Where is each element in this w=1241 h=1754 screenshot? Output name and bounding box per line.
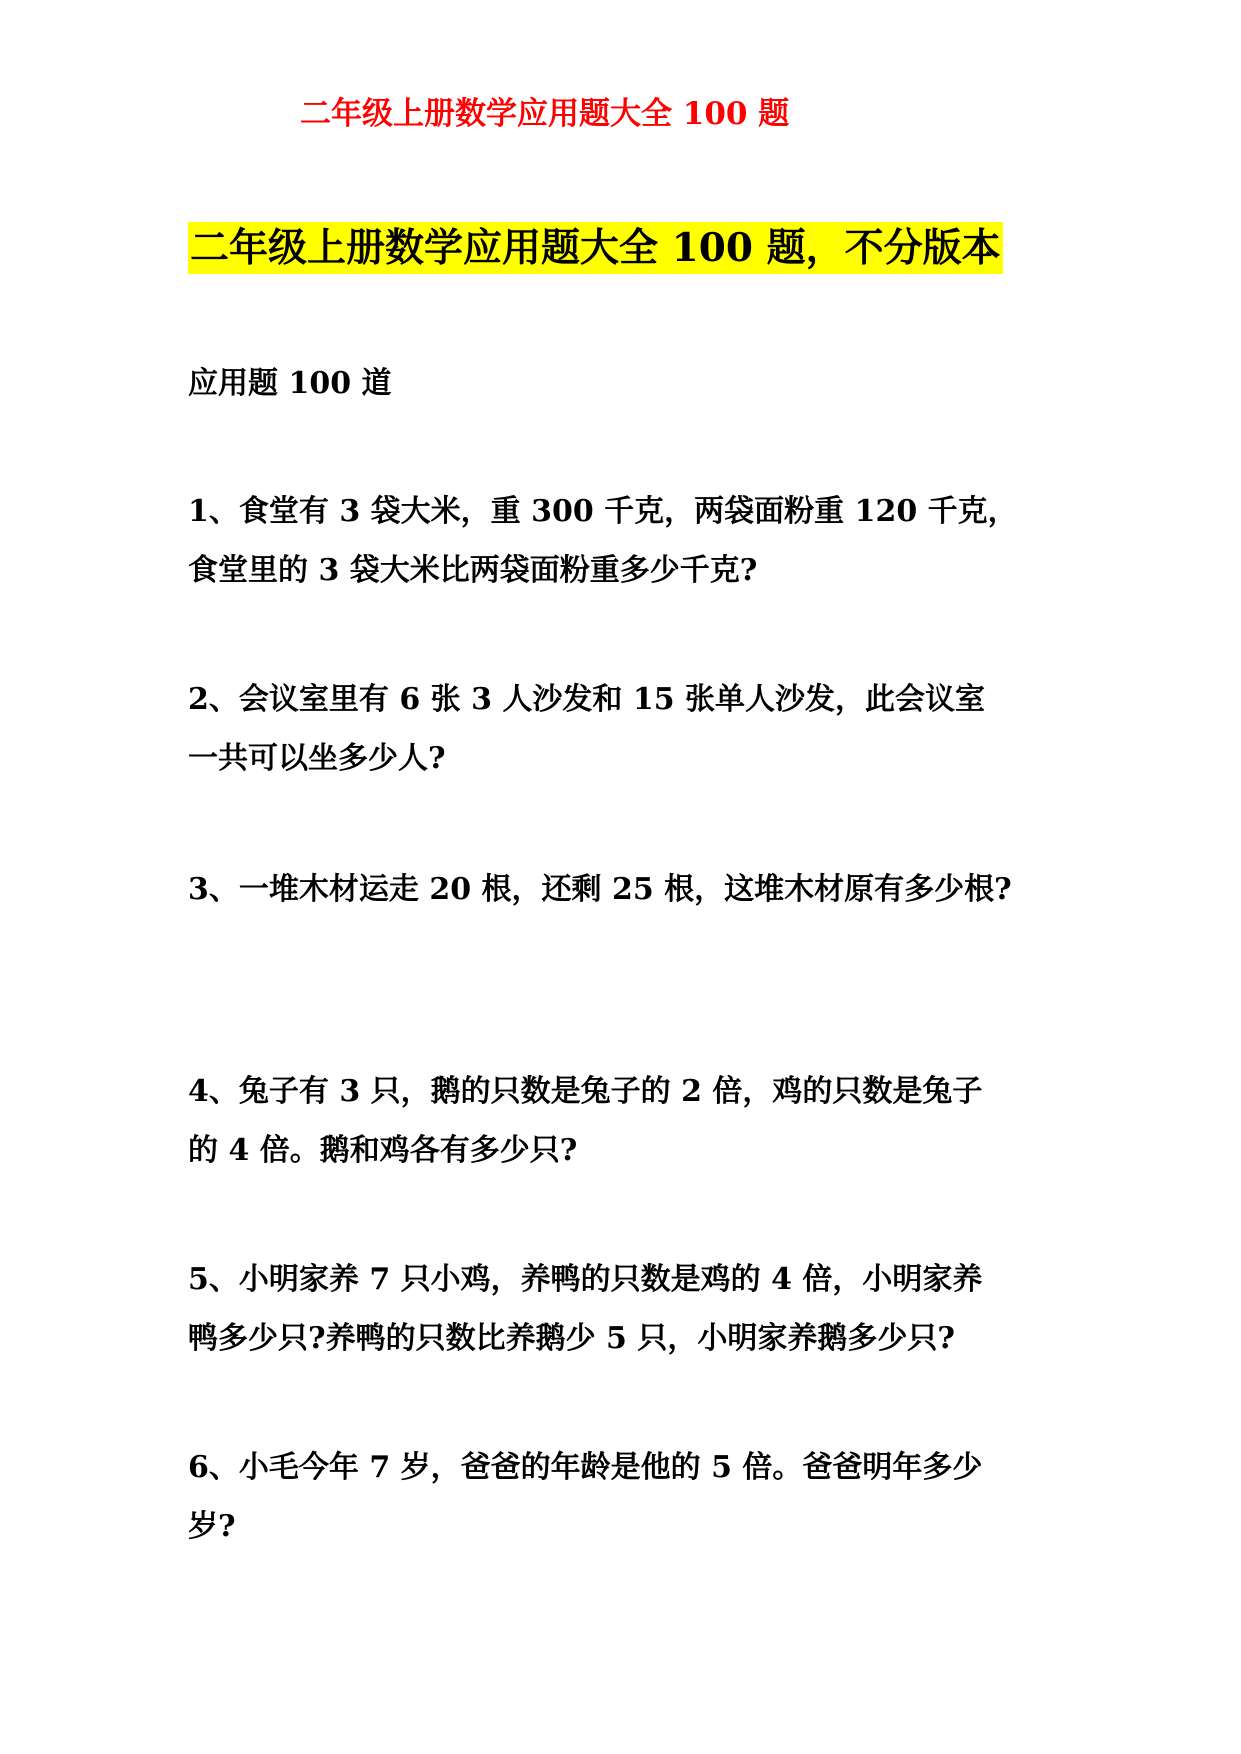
question-3 [188,860,1068,919]
question-4-line-1: 4、兔子有 3 只，鹅的只数是兔子的 2 倍，鸡的只数是兔子 [188,1074,983,1109]
question-5-line-2: 鸭多少只?养鸭的只数比养鹅少 5 只，小明家养鹅多少只? [188,1321,955,1356]
question-6-line-1: 6、小毛今年 7 岁，爸爸的年龄是他的 5 倍。爸爸明年多少 [188,1450,983,1485]
question-5 [188,1250,1068,1368]
document-title: 二年级上册数学应用题大全 100 题，不分版本 [188,222,1003,274]
question-6-line-2: 岁? [188,1509,236,1544]
question-2-line-1: 2、会议室里有 6 张 3 人沙发和 15 张单人沙发，此会议室 [188,682,986,717]
question-3-line-1: 3、一堆木材运走 20 根，还剩 25 根，这堆木材原有多少根? [188,872,1012,907]
question-2-line-2: 一共可以坐多少人? [188,741,446,776]
question-1-line-2: 食堂里的 3 袋大米比两袋面粉重多少千克? [188,553,758,588]
question-6 [188,1438,1068,1556]
section-heading: 应用题 100 道 [188,366,392,401]
question-4-line-2: 的 4 倍。鹅和鸡各有多少只? [188,1133,578,1168]
document-header: 二年级上册数学应用题大全 100 题 [300,96,790,132]
question-1 [188,482,1068,600]
question-5-line-1: 5、小明家养 7 只小鸡，养鸭的只数是鸡的 4 倍，小明家养 [188,1262,983,1297]
question-2 [188,670,1068,788]
question-4 [188,1062,1068,1180]
question-1-line-1: 1、食堂有 3 袋大米，重 300 千克，两袋面粉重 120 千克， [188,494,1018,529]
